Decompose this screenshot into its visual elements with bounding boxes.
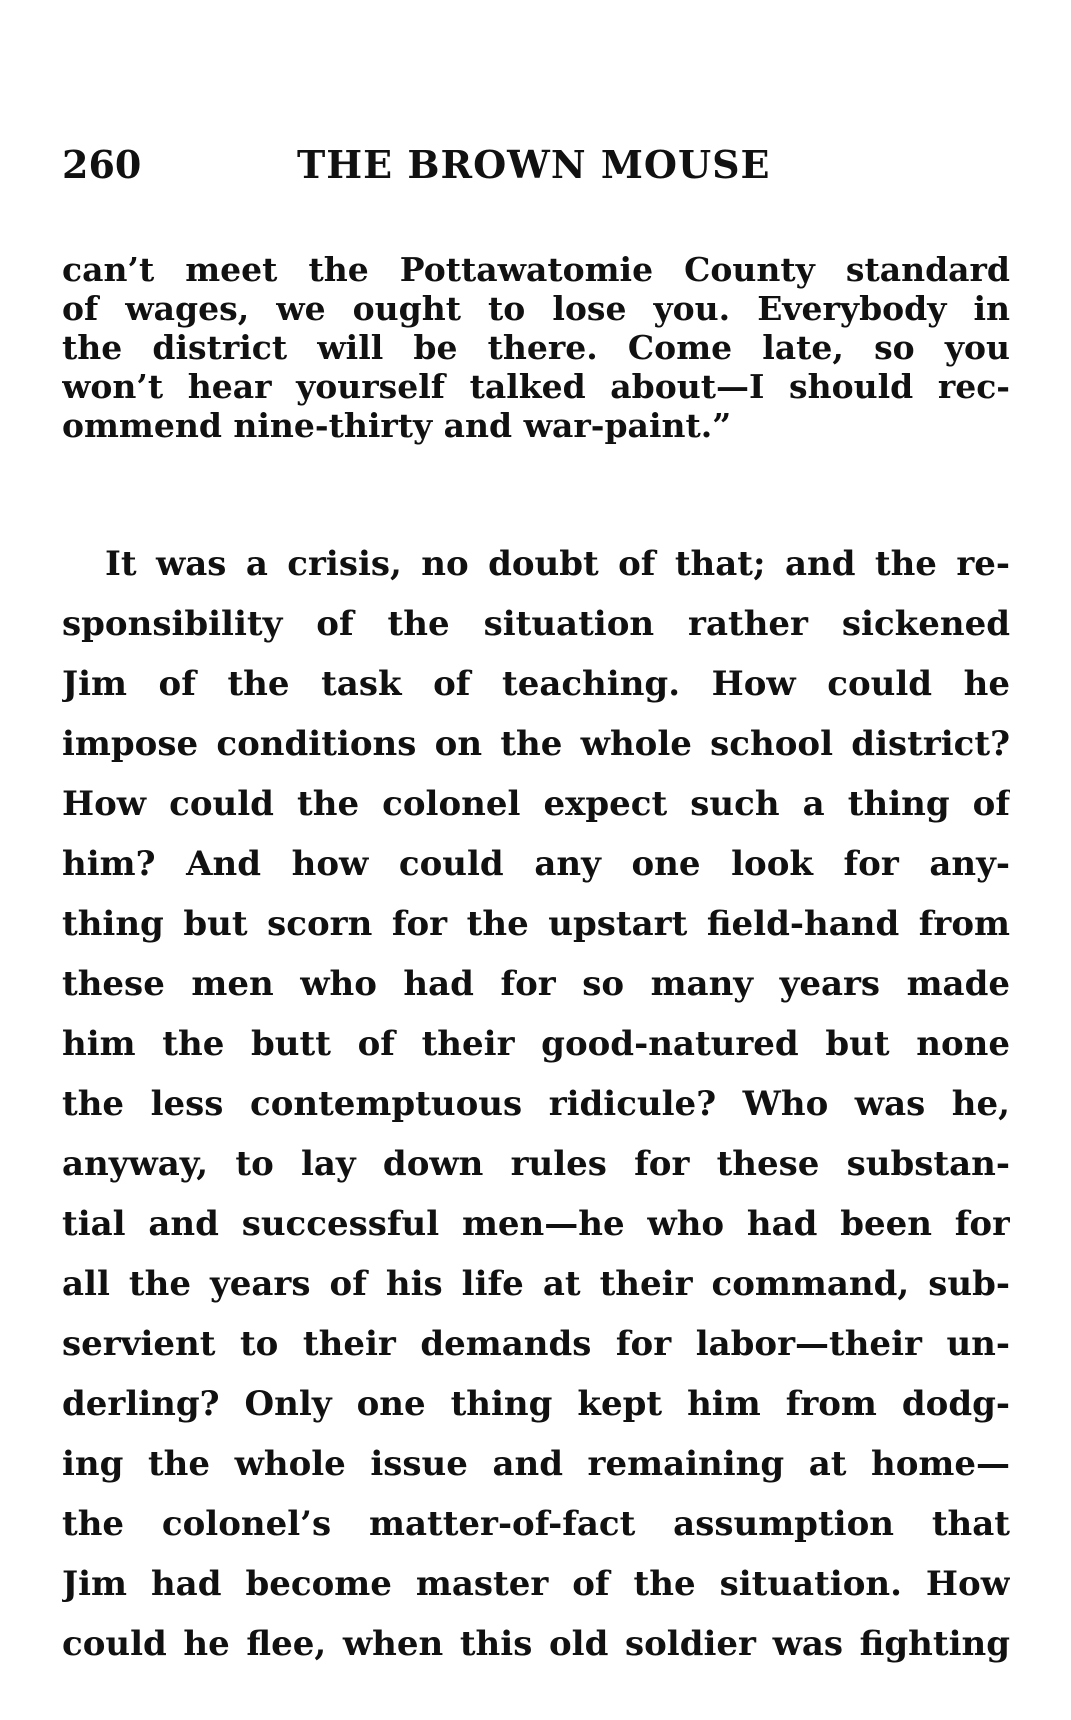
- running-head: [62, 140, 822, 190]
- text-line: sponsibility of the situation rather sickened: [62, 604, 1010, 644]
- text-line: the less contemptuous ridicule? Who was he,: [62, 1084, 1010, 1124]
- text-line: servient to their demands for labor—their un-: [62, 1324, 1010, 1364]
- text-line: tial and successful men—he who had been for: [62, 1204, 1010, 1244]
- page-number: 260: [62, 142, 142, 187]
- text-line: anyway, to lay down rules for these substan-: [62, 1144, 1010, 1184]
- text-line: derling? Only one thing kept him from dodg-: [62, 1384, 1010, 1424]
- text-line: ommend nine-thirty and war-paint.”: [62, 406, 732, 445]
- text-line: It was a crisis, no doubt of that; and the re-: [105, 544, 1010, 584]
- text-line: Jim of the task of teaching. How could he: [62, 664, 1010, 704]
- text-line: could he flee, when this old soldier was fighting: [62, 1624, 1010, 1664]
- text-line: Jim had become master of the situation. How: [62, 1564, 1010, 1604]
- text-line: of wages, we ought to lose you. Everybody in: [62, 289, 1010, 328]
- text-line: the colonel’s matter-of-fact assumption that: [62, 1504, 1010, 1544]
- text-line: won’t hear yourself talked about—I should rec-: [62, 367, 1010, 406]
- book-title: THE BROWN MOUSE: [297, 142, 771, 187]
- text-line: the district will be there. Come late, so you: [62, 328, 1010, 367]
- text-line: How could the colonel expect such a thing of: [62, 784, 1010, 824]
- text-line: him? And how could any one look for any-: [62, 844, 1010, 884]
- text-line: ing the whole issue and remaining at home—: [62, 1444, 1010, 1484]
- text-line: impose conditions on the whole school district?: [62, 724, 1010, 764]
- text-line: all the years of his life at their command, sub-: [62, 1264, 1010, 1304]
- text-line: can’t meet the Pottawatomie County standard: [62, 250, 1010, 289]
- text-line: him the butt of their good-natured but none: [62, 1024, 1010, 1064]
- text-line: these men who had for so many years made: [62, 964, 1010, 1004]
- text-line: thing but scorn for the upstart field-hand from: [62, 904, 1010, 944]
